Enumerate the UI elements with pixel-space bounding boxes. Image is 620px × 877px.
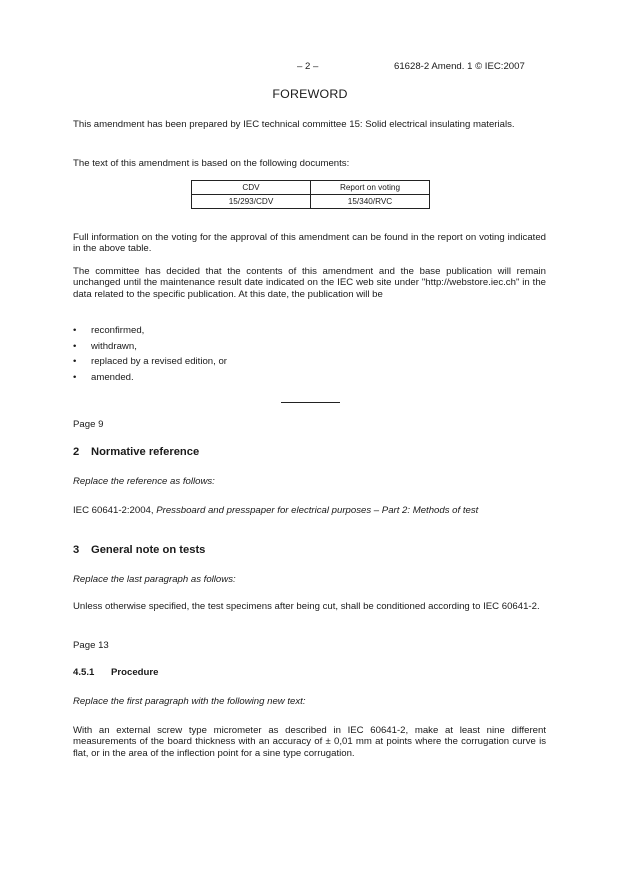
- table-header-row: [192, 181, 430, 195]
- section-number: 2: [73, 446, 80, 458]
- stability-paragraph: The committee has decided that the contents of this amendment and the base publication will remain unchanged until the maintenance result date indicated on the IEC web site under "http://webstore.iec.ch" in the data related to the specific publication. At this date, the publication will be: [73, 266, 546, 300]
- section-title: General note on tests: [91, 544, 206, 556]
- bullet-symbol: •: [73, 371, 77, 383]
- list-item-text: reconfirmed,: [91, 325, 145, 336]
- reference-title: Pressboard and presspaper for electrical purposes – Part 2: Methods of test: [156, 505, 479, 516]
- list-item-text: amended.: [91, 371, 134, 383]
- normative-reference-entry: [73, 505, 546, 516]
- section-number: 4.5.1: [73, 667, 95, 678]
- list-item-text: replaced by a revised edition, or: [91, 356, 227, 367]
- foreword-intro: This amendment has been prepared by IEC technical committee 15: Solid electrical insulating materials.: [73, 119, 515, 130]
- voting-documents-table: [191, 180, 430, 209]
- section-2-instruction: Replace the reference as follows:: [73, 476, 215, 487]
- list-item-text: withdrawn,: [91, 340, 137, 352]
- section-3-text: Unless otherwise specified, the test specimens after being cut, shall be conditioned according to IEC 60641-2.: [73, 601, 540, 612]
- voting-info-paragraph: Full information on the voting for the approval of this amendment can be found in the report on voting indicated in the above table.: [73, 232, 546, 255]
- document-reference: 61628-2 Amend. 1 © IEC:2007: [394, 61, 525, 72]
- foreword-title: FOREWORD: [272, 87, 348, 101]
- section-3-instruction: Replace the last paragraph as follows:: [73, 574, 236, 585]
- table-cell-cdv: 15/293/CDV: [192, 195, 311, 209]
- section-3-heading: [73, 545, 205, 556]
- section-title: Normative reference: [91, 446, 200, 458]
- page-reference-9: Page 9: [73, 419, 104, 430]
- page-reference-13: Page 13: [73, 640, 109, 651]
- page-number: – 2 –: [297, 61, 319, 72]
- documents-intro: The text of this amendment is based on the following documents:: [73, 158, 350, 169]
- table-row: [192, 195, 430, 209]
- bullet-symbol: •: [73, 340, 77, 352]
- table-cell-rvc: 15/340/RVC: [311, 195, 430, 209]
- bullet-symbol: •: [73, 356, 77, 367]
- table-header-report-on-voting: Report on voting: [311, 181, 430, 195]
- section-4-5-1-instruction: Replace the first paragraph with the following new text:: [73, 696, 306, 707]
- section-divider: [281, 402, 340, 403]
- section-number: 3: [73, 544, 80, 556]
- section-4-5-1-heading: [73, 667, 158, 678]
- section-4-5-1-text: With an external screw type micrometer as described in IEC 60641-2, make at least nine different measurements of the board thickness with an accuracy of ± 0,01 mm at points where the corrugation curve is flat, or in the area of the inflection point for a sine type corrugation.: [73, 725, 546, 759]
- section-2-heading: [73, 447, 199, 458]
- section-title: Procedure: [111, 667, 159, 678]
- reference-code: IEC 60641-2:2004,: [73, 505, 154, 516]
- table-header-cdv: CDV: [192, 181, 311, 195]
- bullet-symbol: •: [73, 325, 77, 336]
